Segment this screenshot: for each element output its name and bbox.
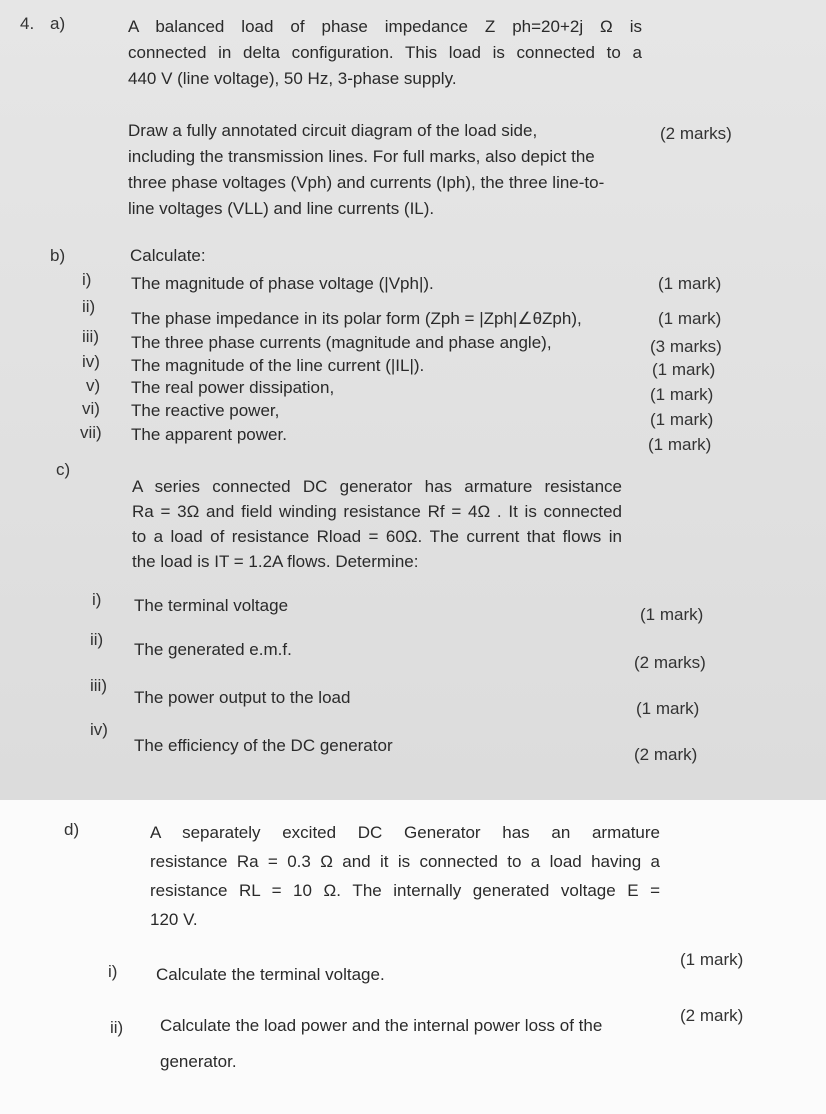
- part-a-task-line: Draw a fully annotated circuit diagram of the load side,: [128, 121, 538, 140]
- part-b-item-text: The three phase currents (magnitude and phase angle),: [131, 333, 552, 352]
- part-b-item-marks: (1 mark): [648, 435, 712, 454]
- part-c-item-num: ii): [90, 630, 104, 649]
- part-d-item-marks: (1 mark): [680, 950, 744, 969]
- part-c-item-text: The generated e.m.f.: [134, 640, 292, 659]
- part-b-item-marks: (1 mark): [652, 360, 716, 379]
- part-a-marks: (2 marks): [660, 124, 732, 143]
- part-b-item-num: vi): [82, 399, 100, 418]
- part-c-intro: [132, 474, 622, 574]
- part-b-item-marks: (3 marks): [650, 337, 722, 356]
- part-d-label: d): [64, 820, 80, 839]
- part-d-intro-line: A separately excited DC Generator has an armature: [150, 823, 660, 842]
- part-d-item-num: i): [108, 962, 118, 981]
- part-a-task-line: three phase voltages (Vph) and currents (Iph), the three line-to-: [128, 173, 605, 192]
- part-c-item-text: The power output to the load: [134, 688, 351, 707]
- part-a-task-line: line voltages (VLL) and line currents (IL).: [128, 199, 435, 218]
- part-d-intro-line: resistance Ra = 0.3 Ω and it is connected to a load having a: [150, 852, 660, 871]
- part-b-item-num: ii): [82, 297, 96, 316]
- part-c-intro-line: to a load of resistance Rload = 60Ω. The current that flows in: [132, 527, 622, 546]
- part-b-item-num: vii): [80, 423, 102, 442]
- part-b-item-text: The real power dissipation,: [131, 378, 335, 397]
- part-a-intro-line: 440 V (line voltage), 50 Hz, 3-phase supply.: [128, 69, 457, 88]
- part-a-task-line: including the transmission lines. For full marks, also depict the: [128, 147, 595, 166]
- part-c-item-text: The terminal voltage: [134, 596, 289, 615]
- part-d-intro-line: 120 V.: [150, 910, 198, 929]
- part-c-item-marks: (2 mark): [634, 745, 698, 764]
- part-d-item-text: Calculate the load power and the internal power loss of the: [160, 1016, 603, 1035]
- part-d-intro-line: resistance RL = 10 Ω. The internally generated voltage E =: [150, 881, 660, 900]
- part-a-label: a): [50, 14, 66, 33]
- part-a-intro-line: A balanced load of phase impedance Z ph=20+2j Ω is: [128, 17, 642, 36]
- part-c-item-marks: (1 mark): [640, 605, 704, 624]
- part-b-item-text: The magnitude of the line current (|IL|).: [131, 356, 425, 375]
- part-b-item-marks: (1 mark): [658, 274, 722, 293]
- part-b-item-num: iii): [82, 327, 99, 346]
- part-b-item-num: i): [82, 270, 92, 289]
- part-a-task: [128, 118, 636, 222]
- part-d-item-text-continued: generator.: [160, 1052, 237, 1071]
- part-c-item-num: i): [92, 590, 102, 609]
- part-d-intro: [150, 818, 660, 934]
- part-d-item-text: Calculate the terminal voltage.: [156, 965, 385, 984]
- part-b-item-text: The magnitude of phase voltage (|Vph|).: [131, 274, 434, 293]
- part-c-item-text: The efficiency of the DC generator: [134, 736, 393, 755]
- part-c-intro-line: A series connected DC generator has armature resistance: [132, 477, 622, 496]
- part-b-item-marks: (1 mark): [658, 309, 722, 328]
- question-number: 4.: [20, 14, 35, 33]
- part-b-label: b): [50, 246, 66, 265]
- part-a-intro: [128, 14, 642, 92]
- part-c-item-marks: (1 mark): [636, 699, 700, 718]
- part-a-intro-line: connected in delta configuration. This load is connected to a: [128, 43, 642, 62]
- part-c-item-num: iv): [90, 720, 108, 739]
- part-b-item-marks: (1 mark): [650, 385, 714, 404]
- part-c-item-marks: (2 marks): [634, 653, 706, 672]
- part-b-item-num: v): [86, 376, 101, 395]
- part-c-label: c): [56, 460, 71, 479]
- part-c-intro-line: the load is IT = 1.2A flows. Determine:: [132, 552, 419, 571]
- part-b-heading: Calculate:: [130, 246, 206, 265]
- part-b-item-num: iv): [82, 352, 100, 371]
- part-b-item-text: The phase impedance in its polar form (Zph = |Zph|∠θZph),: [131, 309, 582, 328]
- part-b-item-text: The apparent power.: [131, 425, 287, 444]
- part-d-item-marks: (2 mark): [680, 1006, 744, 1025]
- part-c-intro-line: Ra = 3Ω and field winding resistance Rf = 4Ω . It is connected: [132, 502, 622, 521]
- part-b-item-marks: (1 mark): [650, 410, 714, 429]
- part-d-item-num: ii): [110, 1018, 124, 1037]
- part-c-item-num: iii): [90, 676, 107, 695]
- part-b-item-text: The reactive power,: [131, 401, 280, 420]
